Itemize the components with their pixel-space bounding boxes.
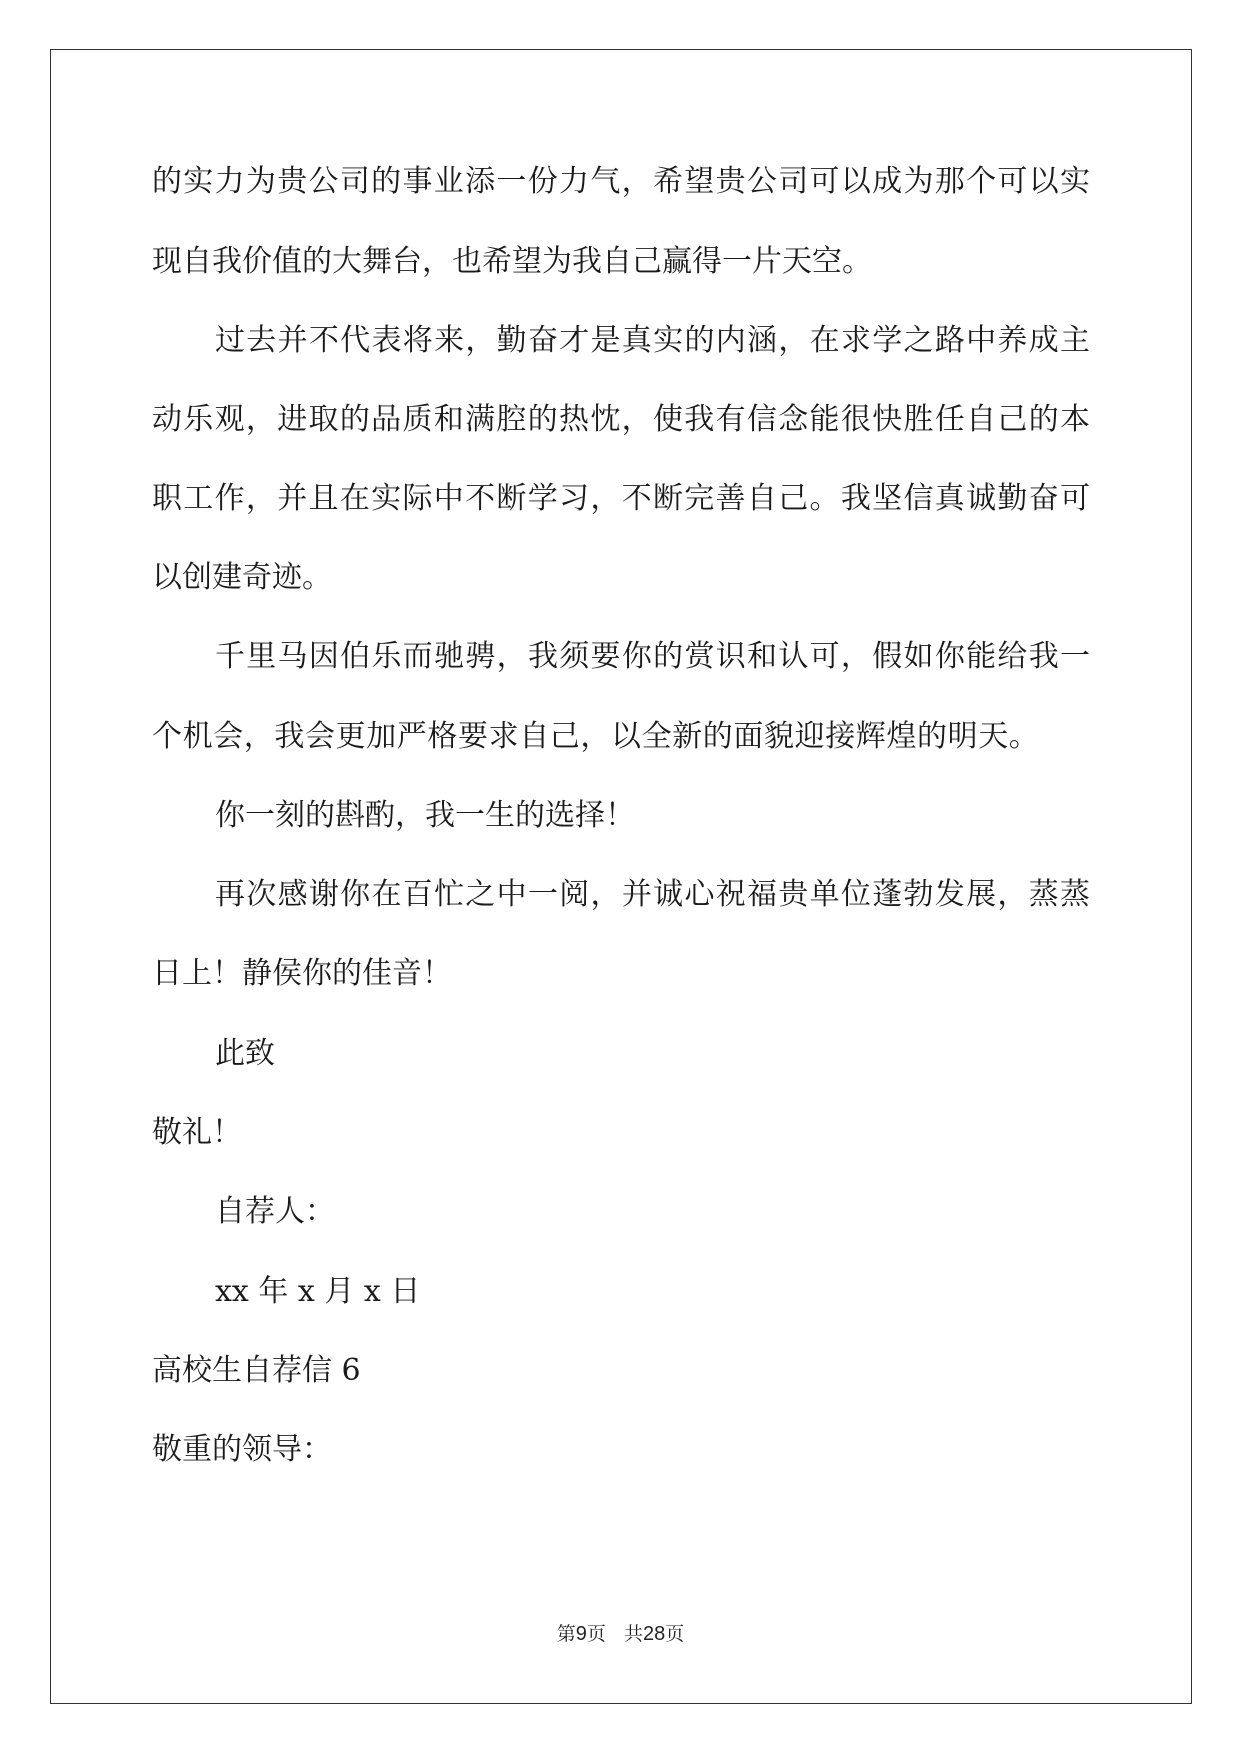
closing-salutation: 此致	[215, 1036, 275, 1071]
paragraph-line: 过去并不代表将来，勤奋才是真实的内涵，在求学之路中养成主	[215, 323, 1090, 358]
signature-label: 自荐人：	[215, 1194, 335, 1229]
section-title: 高校生自荐信 6	[152, 1353, 361, 1388]
footer-total-pages: 28	[642, 1623, 666, 1645]
paragraph-line: 再次感谢你在百忙之中一阅，并诚心祝福贵单位蓬勃发展，蒸蒸	[215, 877, 1090, 912]
paragraph-line: 千里马因伯乐而驰骋，我须要你的赏识和认可，假如你能给我一	[215, 639, 1090, 674]
paragraph-line: 你一刻的斟酌，我一生的选择！	[215, 798, 635, 833]
footer-page-suffix: 页	[586, 1623, 606, 1645]
signature-date: xx 年 x 月 x 日	[215, 1274, 421, 1309]
paragraph-line: 日上！静侯你的佳音！	[152, 956, 452, 991]
paragraph-line: 现自我价值的大舞台，也希望为我自己赢得一片天空。	[152, 244, 872, 279]
letter-greeting: 敬重的领导：	[152, 1432, 332, 1467]
paragraph-line: 以创建奇迹。	[152, 560, 332, 595]
footer-total-prefix: 共	[623, 1623, 643, 1645]
footer-total-suffix: 页	[665, 1623, 685, 1645]
page-footer	[0, 1622, 1241, 1646]
paragraph-line: 的实力为贵公司的事业添一份力气，希望贵公司可以成为那个可以实	[152, 164, 1090, 199]
paragraph-line: 动乐观，进取的品质和满腔的热忱，使我有信念能很快胜任自己的本	[152, 402, 1090, 437]
paragraph-line: 个机会，我会更加严格要求自己，以全新的面貌迎接辉煌的明天。	[152, 719, 1040, 754]
footer-page-number: 9	[575, 1623, 587, 1645]
closing-regards: 敬礼！	[152, 1115, 242, 1150]
paragraph-line: 职工作，并且在实际中不断学习，不断完善自己。我坚信真诚勤奋可	[152, 481, 1090, 516]
footer-page-prefix: 第	[556, 1623, 576, 1645]
